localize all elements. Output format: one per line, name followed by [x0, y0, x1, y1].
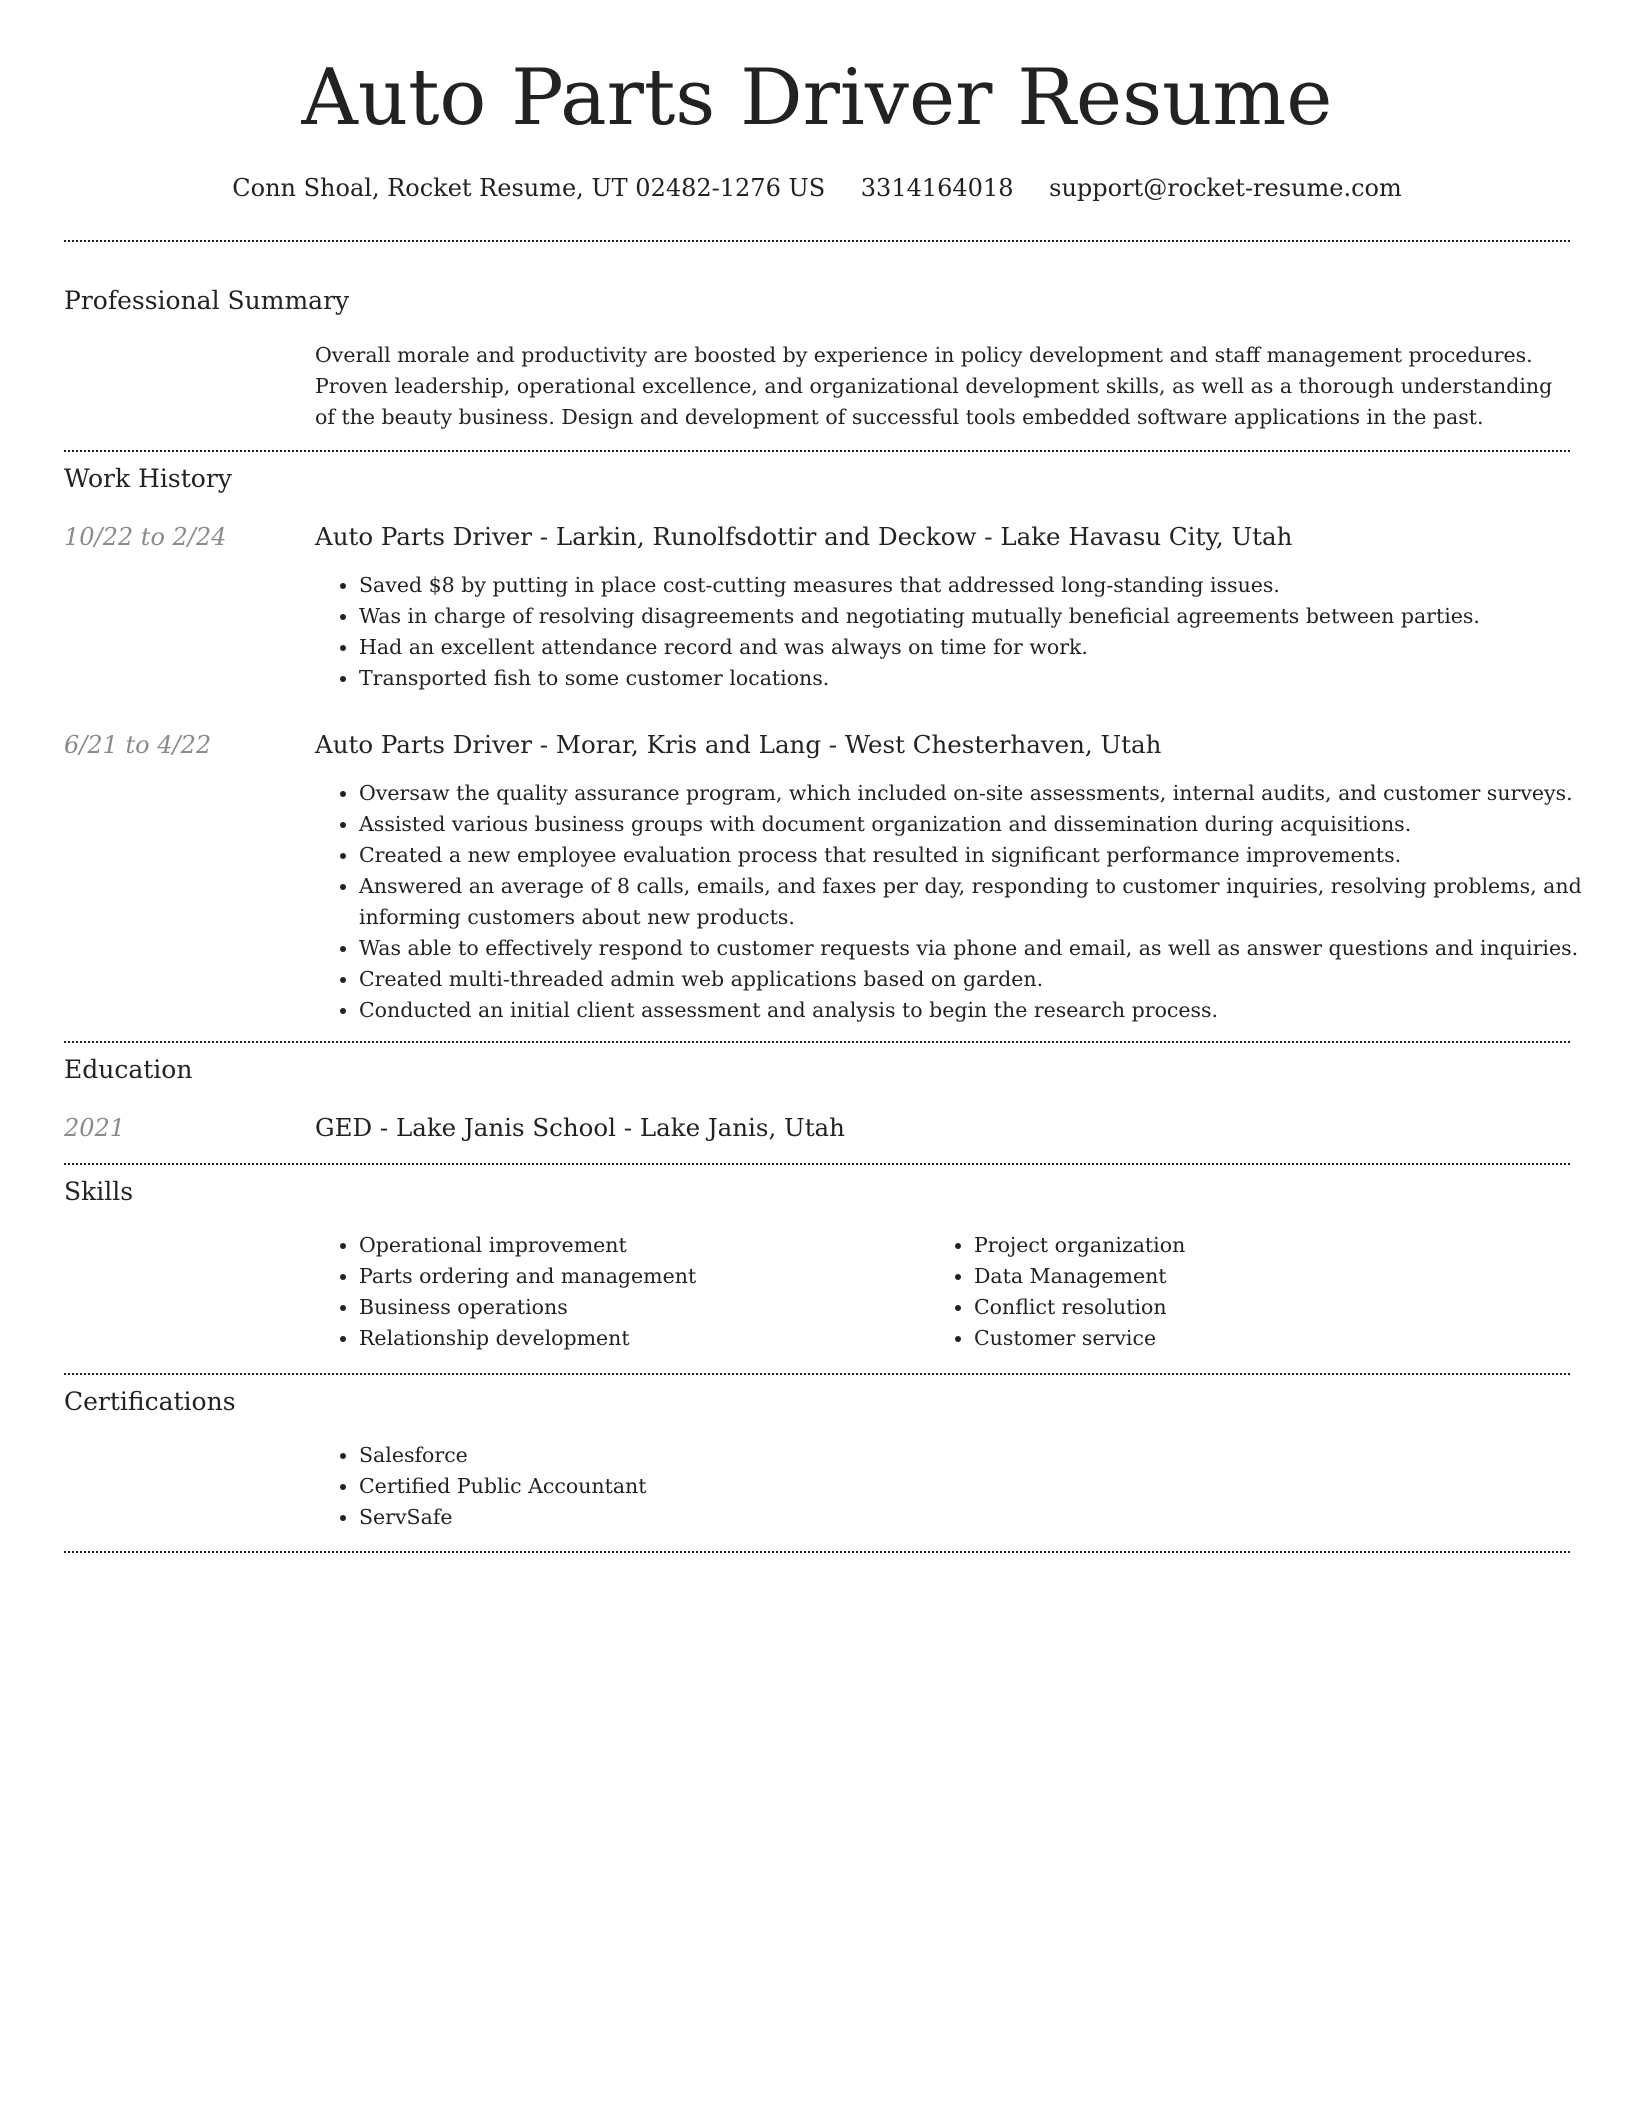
- divider-header: [64, 240, 1570, 242]
- list-item: • Certified Public Accountant: [359, 1471, 1614, 1502]
- education-dates: 2021: [64, 1114, 126, 1142]
- job-title: Auto Parts Driver - Morar, Kris and Lang - West Chesterhaven, Utah: [315, 730, 1162, 759]
- skills-list-left: [315, 1230, 959, 1354]
- list-item: • Created multi-threaded admin web applications based on garden.: [359, 964, 1614, 995]
- divider-education: [64, 1163, 1570, 1165]
- list-item: • Saved $8 by putting in place cost-cutting measures that addressed long-standing issues.: [359, 570, 1614, 601]
- list-item: • Business operations: [359, 1292, 959, 1323]
- divider-summary: [64, 450, 1570, 452]
- list-item: • Relationship development: [359, 1323, 959, 1354]
- list-item: • Operational improvement: [359, 1230, 959, 1261]
- list-item: • Assisted various business groups with document organization and dissemination during acquisitions.: [359, 809, 1614, 840]
- list-item: • Conducted an initial client assessment and analysis to begin the research process.: [359, 995, 1614, 1026]
- list-item: • Salesforce: [359, 1440, 1614, 1471]
- list-item: • Customer service: [974, 1323, 1574, 1354]
- job-dates: 10/22 to 2/24: [64, 523, 227, 551]
- job-title: Auto Parts Driver - Larkin, Runolfsdottir and Deckow - Lake Havasu City, Utah: [315, 522, 1293, 551]
- resume-title: Auto Parts Driver Resume: [301, 53, 1333, 143]
- list-item: • Project organization: [974, 1230, 1574, 1261]
- list-item: • Was able to effectively respond to customer requests via phone and email, as well as answer questions and inquiries.: [359, 933, 1614, 964]
- list-item: • Answered an average of 8 calls, emails, and faxes per day, responding to customer inquiries, resolving problems, and informing customers about new products.: [359, 871, 1614, 933]
- job-bullets: [315, 778, 1614, 1026]
- list-item: • Conflict resolution: [974, 1292, 1574, 1323]
- list-item: • Had an excellent attendance record and was always on time for work.: [359, 632, 1614, 663]
- list-item: • Parts ordering and management: [359, 1261, 959, 1292]
- education-title: GED - Lake Janis School - Lake Janis, Utah: [315, 1113, 845, 1142]
- summary-text: Overall morale and productivity are boosted by experience in policy development and staff management procedures. Proven leadership, operational excellence, and organizational development skills, as well as a thorough understanding of the beauty business. Design and development of successful tools embedded software applications in the past.: [315, 343, 1553, 429]
- section-heading-work: Work History: [64, 464, 232, 493]
- section-heading-education: Education: [64, 1055, 193, 1084]
- section-heading-summary: Professional Summary: [64, 286, 350, 315]
- job-dates: 6/21 to 4/22: [64, 731, 212, 759]
- list-item: • Data Management: [974, 1261, 1574, 1292]
- section-heading-skills: Skills: [64, 1177, 134, 1206]
- list-item: • Created a new employee evaluation process that resulted in significant performance improvements.: [359, 840, 1614, 871]
- divider-certifications: [64, 1551, 1570, 1553]
- skills-list-right: [930, 1230, 1574, 1354]
- divider-skills: [64, 1373, 1570, 1375]
- job-bullets: [315, 570, 1614, 694]
- contact-email: support@rocket-resume.com: [1049, 174, 1402, 202]
- contact-address: Conn Shoal, Rocket Resume, UT 02482-1276 US: [232, 174, 826, 202]
- list-item: • ServSafe: [359, 1502, 1614, 1533]
- certifications-list: [315, 1440, 1614, 1533]
- contact-line: [64, 170, 1570, 206]
- section-heading-certifications: Certifications: [64, 1387, 236, 1416]
- contact-phone: 3314164018: [860, 174, 1014, 202]
- divider-work: [64, 1041, 1570, 1043]
- list-item: • Oversaw the quality assurance program, which included on-site assessments, internal audits, and customer surveys.: [359, 778, 1614, 809]
- list-item: • Transported fish to some customer locations.: [359, 663, 1614, 694]
- list-item: • Was in charge of resolving disagreements and negotiating mutually beneficial agreements between parties.: [359, 601, 1614, 632]
